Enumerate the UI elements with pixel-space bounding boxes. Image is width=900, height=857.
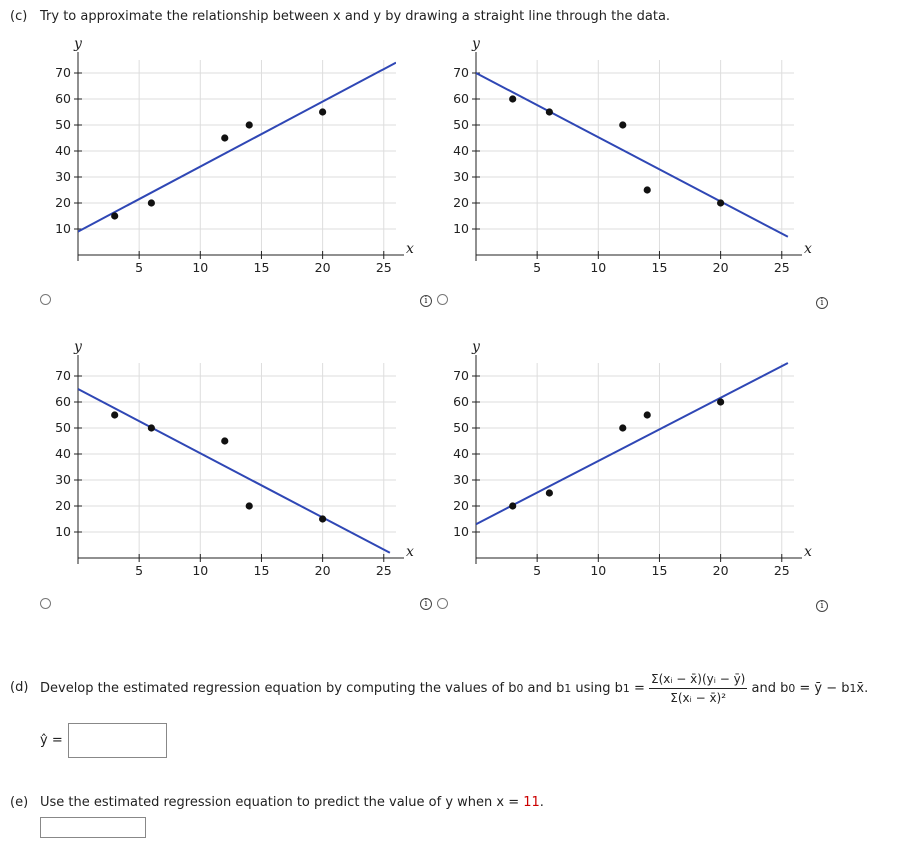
part-d-using: using b: [571, 680, 623, 696]
x-axis-label: x: [406, 241, 414, 257]
y-tick-label: 60: [453, 394, 469, 409]
part-d-and: and b: [523, 680, 565, 696]
regression-equation-input[interactable]: [68, 723, 167, 758]
y-tick-label: 10: [55, 524, 71, 539]
trend-line: [476, 73, 788, 237]
x-tick-label: 10: [192, 563, 209, 578]
y-tick-label: 50: [55, 117, 71, 132]
trend-line: [78, 63, 396, 232]
x-tick-label: 25: [773, 260, 790, 275]
y-tick-label: 70: [55, 368, 71, 383]
part-d-question: [40, 668, 868, 708]
part-d-tail: and b: [747, 680, 789, 696]
part-d-equals: =: [629, 680, 649, 696]
y-tick-label: 70: [453, 65, 469, 80]
x-tick-label: 5: [533, 260, 542, 275]
y-tick-label: 20: [55, 195, 71, 210]
part-c-label: (c): [10, 9, 28, 24]
x-tick-label: 5: [135, 563, 144, 578]
x-axis-label: x: [804, 241, 812, 257]
x-tick-label: 10: [590, 563, 607, 578]
data-point: [221, 134, 228, 141]
y-tick-label: 60: [55, 91, 71, 106]
data-point: [509, 502, 516, 509]
data-point: [619, 424, 626, 431]
data-point: [319, 515, 326, 522]
x-tick-label: 15: [651, 260, 668, 275]
data-point: [246, 121, 253, 128]
data-point: [111, 411, 118, 418]
part-e-label: (e): [10, 795, 29, 810]
x-tick-label: 25: [375, 260, 392, 275]
x-tick-label: 20: [712, 260, 729, 275]
y-axis-label: y: [472, 339, 480, 355]
y-tick-label: 30: [55, 472, 71, 487]
y-axis-label: y: [472, 36, 480, 52]
trend-line: [78, 389, 390, 553]
x-tick-label: 5: [533, 563, 542, 578]
x-tick-label: 5: [135, 260, 144, 275]
data-point: [644, 186, 651, 193]
part-e-x-value: 11: [523, 795, 540, 810]
y-tick-label: 10: [453, 524, 469, 539]
part-c-prompt: Try to approximate the relationship between x and y by drawing a straight line through the data.: [40, 9, 671, 24]
y-tick-label: 70: [453, 368, 469, 383]
prediction-input[interactable]: [40, 817, 146, 838]
y-tick-label: 30: [453, 472, 469, 487]
data-point: [148, 424, 155, 431]
y-tick-label: 20: [453, 195, 469, 210]
part-d-label: (d): [10, 680, 29, 695]
y-tick-label: 30: [55, 169, 71, 184]
part-e-question: [40, 795, 544, 810]
info-icon-option-a[interactable]: i: [420, 295, 432, 307]
y-tick-label: 70: [55, 65, 71, 80]
data-point: [319, 108, 326, 115]
y-tick-label: 40: [453, 446, 469, 461]
x-tick-label: 20: [712, 563, 729, 578]
b1-subscript: 1: [564, 681, 572, 695]
part-d-tail-eq: = ȳ − b: [795, 680, 850, 696]
scatter-chart-option-c: [40, 341, 420, 581]
b0-subscript: 0: [516, 681, 524, 695]
y-tick-label: 20: [55, 498, 71, 513]
y-axis-label: y: [74, 339, 82, 355]
data-point: [644, 411, 651, 418]
y-tick-label: 50: [453, 117, 469, 132]
b1-formula-numerator: Σ(xᵢ − x̄)(yᵢ − ȳ): [649, 672, 747, 689]
yhat-label: ŷ =: [40, 733, 63, 748]
part-e-text: Use the estimated regression equation to predict the value of y when x =: [40, 795, 524, 810]
y-tick-label: 60: [453, 91, 469, 106]
y-tick-label: 20: [453, 498, 469, 513]
y-tick-label: 10: [453, 221, 469, 236]
trend-line: [476, 363, 788, 524]
x-tick-label: 20: [314, 563, 331, 578]
x-tick-label: 25: [773, 563, 790, 578]
y-tick-label: 40: [55, 143, 71, 158]
b1-formula-fraction: [649, 672, 747, 705]
x-tick-label: 25: [375, 563, 392, 578]
data-point: [717, 398, 724, 405]
part-d-tail-end: x̄.: [856, 680, 869, 696]
part-e-period: .: [539, 795, 544, 810]
info-icon-option-d[interactable]: i: [816, 600, 828, 612]
data-point: [221, 437, 228, 444]
y-tick-label: 40: [55, 446, 71, 461]
y-tick-label: 30: [453, 169, 469, 184]
x-tick-label: 20: [314, 260, 331, 275]
y-tick-label: 40: [453, 143, 469, 158]
data-point: [717, 199, 724, 206]
scatter-chart-option-a: [40, 38, 420, 278]
radio-option-d[interactable]: [437, 598, 448, 609]
x-tick-label: 15: [253, 563, 270, 578]
b1-subscript-formula: 1: [622, 681, 630, 695]
x-axis-label: x: [804, 544, 812, 560]
x-tick-label: 10: [590, 260, 607, 275]
y-tick-label: 50: [453, 420, 469, 435]
radio-option-b[interactable]: [437, 294, 448, 305]
b0-subscript-formula: 0: [788, 681, 796, 695]
x-tick-label: 10: [192, 260, 209, 275]
x-axis-label: x: [406, 544, 414, 560]
radio-option-a[interactable]: [40, 294, 51, 305]
scatter-chart-option-d: [438, 341, 818, 581]
x-tick-label: 15: [253, 260, 270, 275]
data-point: [148, 199, 155, 206]
radio-option-c[interactable]: [40, 598, 51, 609]
data-point: [111, 212, 118, 219]
data-point: [546, 489, 553, 496]
b1-subscript-tail: 1: [849, 681, 857, 695]
data-point: [246, 502, 253, 509]
data-point: [546, 108, 553, 115]
y-tick-label: 10: [55, 221, 71, 236]
b1-formula-denominator: Σ(xᵢ − x̄)²: [670, 690, 727, 705]
scatter-chart-option-b: [438, 38, 818, 278]
info-icon-option-b[interactable]: i: [816, 297, 828, 309]
y-tick-label: 60: [55, 394, 71, 409]
data-point: [509, 95, 516, 102]
data-point: [619, 121, 626, 128]
x-tick-label: 15: [651, 563, 668, 578]
y-axis-label: y: [74, 36, 82, 52]
y-tick-label: 50: [55, 420, 71, 435]
info-icon-option-c[interactable]: i: [420, 598, 432, 610]
part-d-text: Develop the estimated regression equation by computing the values of b: [40, 680, 517, 696]
